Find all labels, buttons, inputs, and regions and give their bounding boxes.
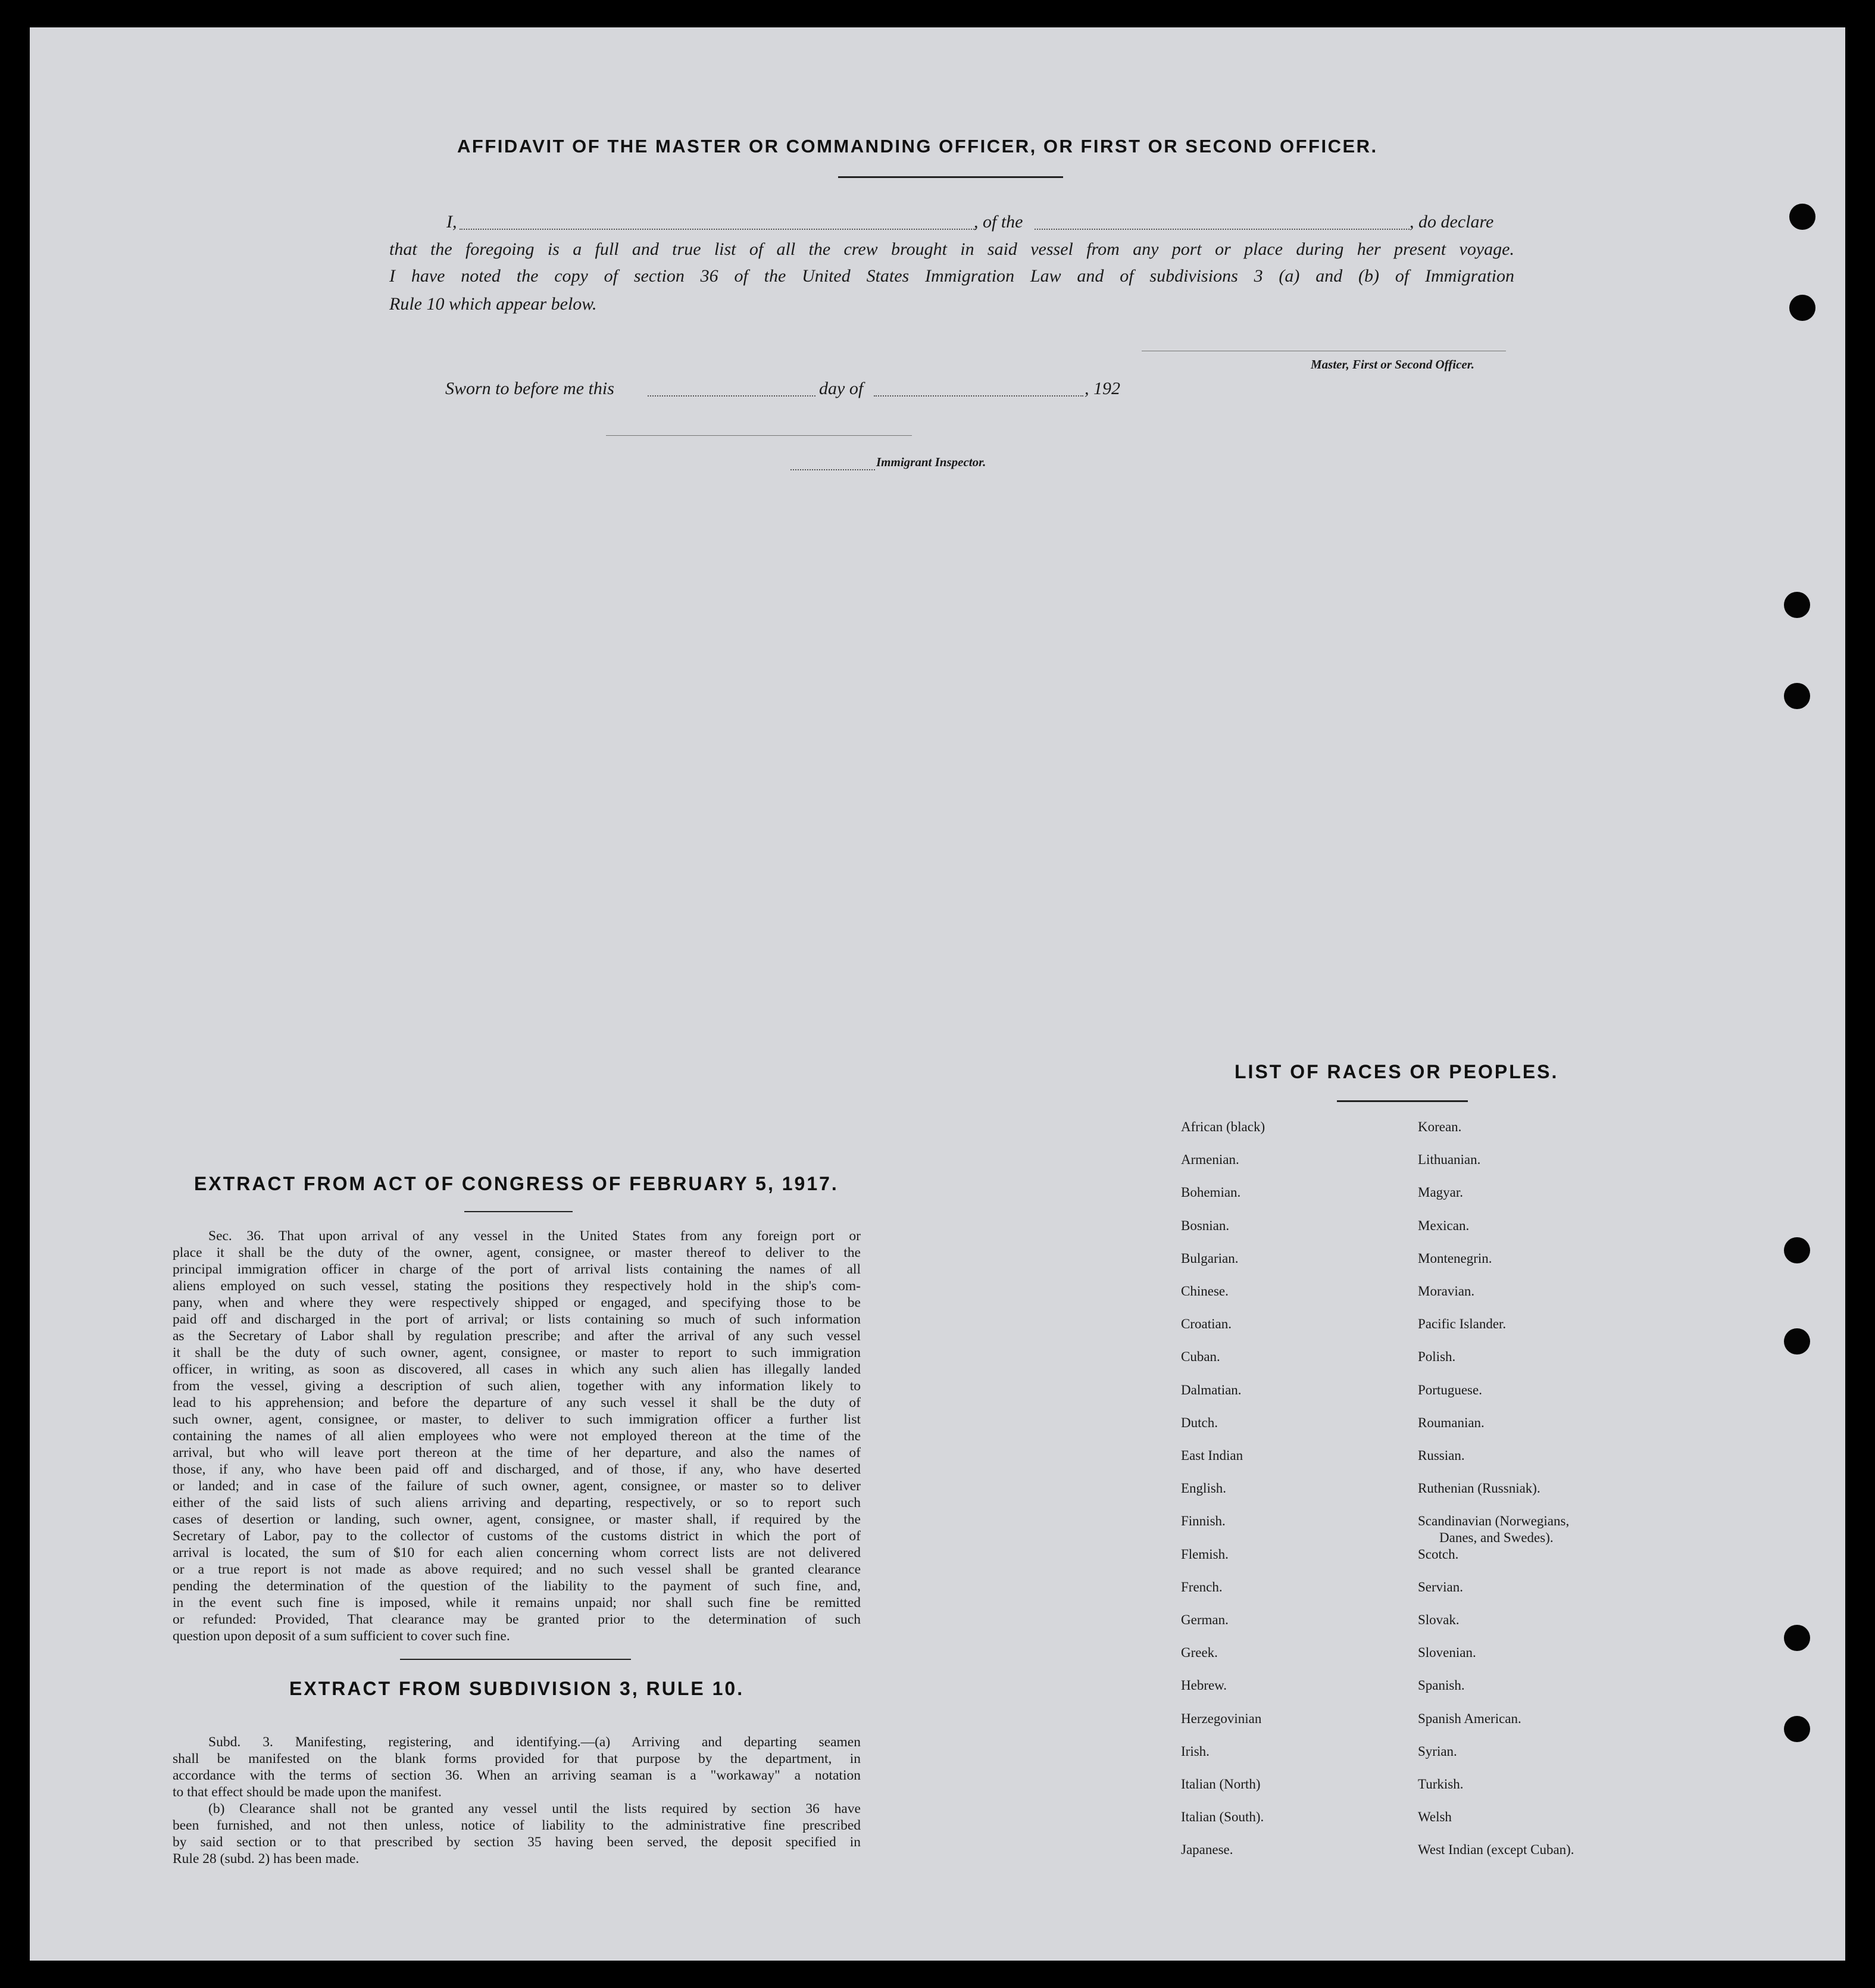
paragraph-line: place it shall be the duty of the owner, agent, consignee, or master thereof to deliver to the [173, 1245, 861, 1260]
paragraph-line: aliens employed on such vessel, stating the positions they respectively hold in the ship's com- [173, 1278, 861, 1294]
paragraph-line: or refunded: Provided, That clearance may be granted prior to the determination of such [173, 1612, 861, 1627]
race-item: Ruthenian (Russniak). [1418, 1481, 1540, 1496]
rule-extract-title: EXTRACT FROM SUBDIVISION 3, RULE 10. [289, 1678, 745, 1699]
paragraph-line: principal immigration officer in charge of the port of arrival lists containing the names of all [173, 1262, 861, 1277]
race-item: Scotch. [1418, 1546, 1459, 1562]
title-rule [838, 176, 1063, 178]
race-item: Herzegovinian [1181, 1711, 1262, 1726]
do-declare-label: , do declare [1410, 212, 1494, 232]
races-title-rule [1337, 1100, 1468, 1102]
race-item: Armenian. [1181, 1152, 1239, 1168]
race-item: English. [1181, 1481, 1227, 1496]
paragraph-line: or landed; and in case of the failure of such owner, agent, consignee, or master so to deliver [173, 1478, 861, 1494]
act-title-rule [464, 1211, 573, 1212]
race-item: Russian. [1418, 1448, 1465, 1463]
race-item: Slovenian. [1418, 1645, 1476, 1661]
race-item: Irish. [1181, 1743, 1210, 1759]
race-item: Turkish. [1418, 1777, 1464, 1792]
race-item: Portuguese. [1418, 1382, 1482, 1397]
race-item: Italian (South). [1181, 1809, 1264, 1825]
race-item: Spanish American. [1418, 1711, 1521, 1726]
race-item: Hebrew. [1181, 1678, 1227, 1693]
year-label: , 192 [1085, 379, 1120, 398]
race-item: Moravian. [1418, 1284, 1475, 1299]
paragraph-line: arrival, but who will leave port thereon at the time of her departure, and also the names of [173, 1445, 861, 1460]
paragraph-line: as the Secretary of Labor shall by regulation prescribe; and after the arrival of any such vessel [173, 1328, 861, 1344]
sworn-day-field[interactable] [648, 395, 815, 397]
paragraph-line: Sec. 36. That upon arrival of any vessel in the United States from any foreign port or [208, 1228, 861, 1244]
paragraph-line: by said section or to that prescribed by section 35 having been served, the deposit specified in [173, 1834, 861, 1850]
paragraph-line: Rule 28 (subd. 2) has been made. [173, 1851, 360, 1867]
declarant-prefix: I, [446, 212, 457, 232]
paragraph-line: accordance with the terms of section 36. When an arriving seaman is a "workaway" a notation [173, 1768, 861, 1783]
race-item: Japanese. [1181, 1842, 1233, 1858]
paragraph-line: lead to his apprehension; and before the departure of any such vessel it shall be the duty of [173, 1395, 861, 1410]
race-item: Mexican. [1418, 1218, 1470, 1233]
race-item-continued: Danes, and Swedes). [1439, 1530, 1554, 1545]
race-item: Magyar. [1418, 1185, 1464, 1200]
race-item: Scandinavian (Norwegians, [1418, 1513, 1570, 1529]
race-item: Italian (North) [1181, 1777, 1261, 1792]
race-item: Welsh [1418, 1809, 1452, 1825]
race-item: Syrian. [1418, 1743, 1457, 1759]
inspector-leader [790, 469, 875, 470]
race-item: Pacific Islander. [1418, 1316, 1507, 1332]
section-divider [400, 1659, 631, 1660]
paragraph-line: cases of desertion or landing, such owner, agent, consignee, or master shall, if required by the [173, 1512, 861, 1527]
race-item: Korean. [1418, 1119, 1462, 1134]
binder-hole [1784, 1328, 1810, 1355]
paragraph-line: it shall be the duty of such owner, agent, consignee, or master to report to such immigration [173, 1345, 861, 1360]
paragraph-line: such owner, agent, consignee, or master, to deliver to such immigration officer a further list [173, 1412, 861, 1427]
race-item: French. [1181, 1579, 1223, 1594]
race-item: Bohemian. [1181, 1185, 1241, 1200]
race-item: German. [1181, 1612, 1229, 1627]
paragraph-line: pending the determination of the question of the liability to the payment of such fine, and, [173, 1578, 861, 1594]
race-item: Croatian. [1181, 1316, 1232, 1332]
race-item: Dutch. [1181, 1415, 1218, 1430]
race-item: Dalmatian. [1181, 1382, 1242, 1397]
vessel-name-field[interactable] [1035, 229, 1410, 230]
binder-hole [1784, 1625, 1810, 1651]
paragraph-line: those, if any, who have been paid off and discharged, and of those, if any, who have deserted [173, 1462, 861, 1477]
declaration-line: Rule 10 which appear below. [389, 294, 597, 314]
sworn-month-field[interactable] [874, 395, 1083, 397]
race-item: Cuban. [1181, 1349, 1220, 1365]
race-item: Chinese. [1181, 1284, 1229, 1299]
binder-hole [1789, 204, 1815, 230]
paragraph-line: or a true report is not made as above required; and no such vessel shall be granted clearance [173, 1562, 861, 1577]
race-item: East Indian [1181, 1448, 1243, 1463]
paragraph-line: in the event such fine is imposed, while it remains unpaid; nor shall such fine be remitted [173, 1595, 861, 1611]
race-item: Finnish. [1181, 1513, 1226, 1529]
paragraph-line: to that effect should be made upon the manifest. [173, 1784, 442, 1800]
act-extract-body [173, 1228, 861, 1644]
race-item: African (black) [1181, 1119, 1265, 1134]
document-page [30, 27, 1845, 1961]
race-item: Slovak. [1418, 1612, 1460, 1627]
paragraph-line: either of the said lists of such aliens arriving and departing, respectively, or so to report such [173, 1495, 861, 1510]
race-item: Lithuanian. [1418, 1152, 1481, 1168]
day-of-label: day of [819, 379, 864, 398]
binder-hole [1789, 295, 1815, 321]
signature-caption: Master, First or Second Officer. [1311, 357, 1474, 372]
paragraph-line: (b) Clearance shall not be granted any vessel until the lists required by section 36 have [208, 1801, 861, 1817]
affidavit-title: AFFIDAVIT OF THE MASTER OR COMMANDING OFFICER, OR FIRST OR SECOND OFFICER. [457, 136, 1378, 157]
race-item: Bosnian. [1181, 1218, 1230, 1233]
race-item: Bulgarian. [1181, 1250, 1239, 1266]
declarant-name-field[interactable] [460, 229, 976, 230]
race-item: Greek. [1181, 1645, 1218, 1661]
races-title: LIST OF RACES OR PEOPLES. [1235, 1061, 1559, 1082]
paragraph-line: Subd. 3. Manifesting, registering, and identifying.—(a) Arriving and departing seamen [208, 1734, 861, 1750]
paragraph-line: shall be manifested on the blank forms provided for that purpose by the department, in [173, 1751, 861, 1767]
binder-hole [1784, 592, 1810, 618]
sworn-prefix: Sworn to before me this [445, 379, 614, 398]
paragraph-line: paid off and discharged in the port of arrival; or lists containing so much of such information [173, 1312, 861, 1327]
binder-hole [1784, 1716, 1810, 1742]
race-item: Spanish. [1418, 1678, 1465, 1693]
act-extract-title: EXTRACT FROM ACT OF CONGRESS OF FEBRUARY 5, 1917. [194, 1173, 839, 1194]
paragraph-line: containing the names of all alien employees who were not employed thereon at the time of the [173, 1428, 861, 1444]
race-item: Polish. [1418, 1349, 1456, 1365]
race-item: Servian. [1418, 1579, 1464, 1594]
binder-hole [1784, 683, 1810, 709]
paragraph-line: question upon deposit of a sum sufficient to cover such fine. [173, 1628, 510, 1644]
declaration-line: I have noted the copy of section 36 of the United States Immigration Law and of subdivisions 3 (a) and (b) of Immigration [389, 266, 1514, 286]
race-item: Flemish. [1181, 1546, 1229, 1562]
paragraph-line: Secretary of Labor, pay to the collector of customs of the customs district in which the port of [173, 1528, 861, 1544]
paragraph-line: from the vessel, giving a description of such alien, together with any information likely to [173, 1378, 861, 1394]
race-item: West Indian (except Cuban). [1418, 1842, 1574, 1858]
declaration-line: that the foregoing is a full and true list of all the crew brought in said vessel from any port or place during her present voyage. [389, 239, 1514, 259]
paragraph-line: officer, in writing, as soon as discovered, all cases in which any such alien has illegally landed [173, 1362, 861, 1377]
rule-extract-body [173, 1734, 861, 1867]
paragraph-line: arrival is located, the sum of $10 for each alien concerning whom correct lists are not delivered [173, 1545, 861, 1561]
paragraph-line: been furnished, and not then unless, notice of liability to the administrative fine prescribed [173, 1818, 861, 1833]
race-item: Roumanian. [1418, 1415, 1485, 1430]
inspector-caption: Immigrant Inspector. [876, 455, 986, 469]
binder-hole [1784, 1237, 1810, 1263]
race-item: Montenegrin. [1418, 1250, 1492, 1266]
paragraph-line: pany, when and where they were respectively shipped or engaged, and specifying those to be [173, 1295, 861, 1310]
of-the-label: , of the [974, 212, 1023, 232]
inspector-signature-line[interactable] [606, 435, 912, 436]
